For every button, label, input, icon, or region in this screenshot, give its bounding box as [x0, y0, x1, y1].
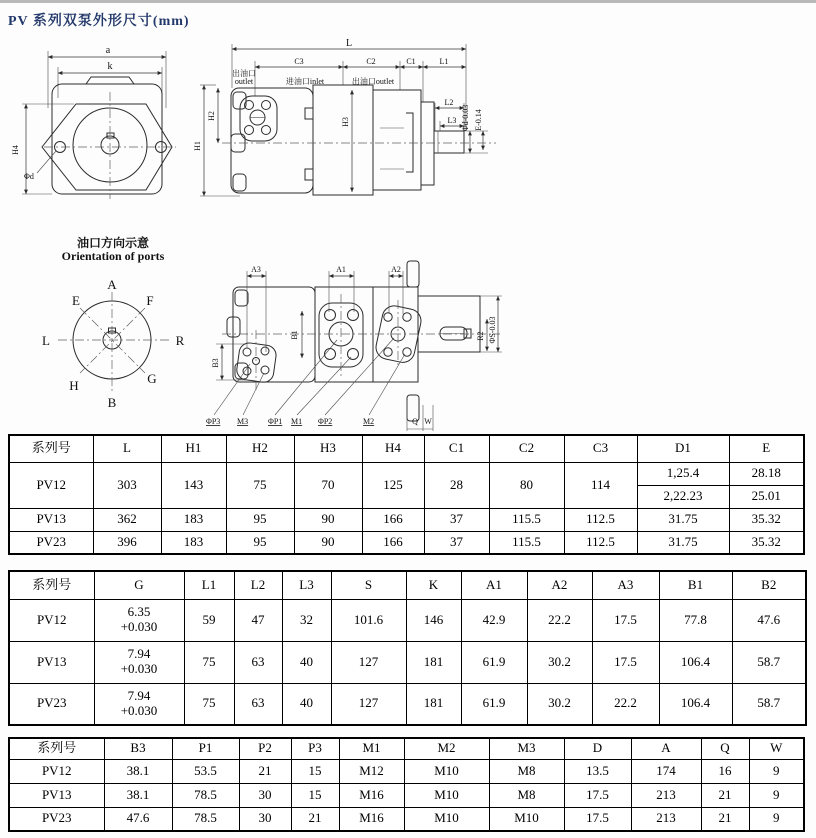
cell: 31.75	[637, 531, 729, 554]
dim-label-q: Q	[412, 417, 418, 426]
cell: 13.5	[564, 759, 631, 783]
dim-label-l2: L2	[444, 98, 454, 107]
cell: PV23	[9, 807, 104, 831]
dim-label-w: W	[424, 417, 432, 426]
dim-label-a: a	[105, 45, 111, 56]
cell: 106.4	[659, 641, 732, 683]
t3-col-p2: P2	[239, 738, 291, 759]
cell: 21	[701, 807, 749, 831]
cell: M12	[339, 759, 404, 783]
cell: 114	[564, 462, 637, 508]
dim-label-a2: A2	[391, 265, 401, 274]
t3-col-w: W	[749, 738, 804, 759]
cell: M16	[339, 807, 404, 831]
cell: 183	[161, 531, 226, 554]
t1-col-h4: H4	[362, 435, 424, 462]
cell: 30	[239, 807, 291, 831]
t2-col-g: G	[94, 571, 184, 599]
dim-label-l3: L3	[447, 116, 457, 125]
cell: PV13	[9, 641, 94, 683]
cell: M8	[489, 783, 564, 807]
cell: 17.5	[564, 783, 631, 807]
table1-header-row	[9, 435, 804, 462]
cell: 303	[93, 462, 161, 508]
front-view-drawing	[11, 45, 176, 199]
port-direction-e: E	[72, 293, 80, 308]
port-direction-g: G	[147, 371, 157, 386]
t1-col-series: 系列号	[9, 435, 93, 462]
cell: 21	[291, 807, 339, 831]
dim-label-shaft-tolerance: Φd-0.03	[461, 104, 470, 132]
cell: 17.5	[564, 807, 631, 831]
g-value: 6.35	[127, 604, 151, 620]
orientation-diagram	[42, 235, 185, 410]
cell: 90	[294, 531, 362, 554]
t2-col-k: K	[406, 571, 461, 599]
table-row-pv13	[9, 641, 806, 683]
dim-label-phid: Φd	[24, 172, 34, 181]
dimensions-table-1	[8, 434, 805, 555]
cell: 53.5	[172, 759, 239, 783]
t2-col-a2: A2	[527, 571, 592, 599]
dim-label-e-tolerance: E-0.14	[474, 109, 483, 131]
cell: 75	[226, 462, 294, 508]
cell: 37	[424, 508, 489, 531]
cell: 22.2	[527, 599, 592, 641]
dim-label-b3: B3	[211, 358, 220, 368]
port-label-phip3: ΦP3	[206, 417, 221, 426]
cell: 47.6	[732, 599, 806, 641]
t3-col-a: A	[631, 738, 701, 759]
cell: 112.5	[564, 531, 637, 554]
port-label-outlet-en: outlet	[234, 77, 254, 86]
cell: 95	[226, 531, 294, 554]
orientation-title-en: Orientation of ports	[61, 249, 165, 263]
g-tolerance: +0.030	[120, 702, 158, 718]
t1-col-c2: C2	[489, 435, 564, 462]
cell: 1,25.4	[637, 462, 729, 485]
port-label-phip1: ΦP1	[268, 417, 283, 426]
cell: PV23	[9, 531, 93, 554]
cell: 127	[331, 683, 406, 725]
dim-label-phis-tolerance: ΦS-0.03	[488, 316, 497, 344]
bottom-view-drawing	[206, 261, 502, 431]
cell: 58.7	[732, 641, 806, 683]
dimensions-table-3	[8, 737, 805, 832]
cell: M10	[489, 807, 564, 831]
technical-drawings	[0, 35, 816, 435]
cell: PV13	[9, 783, 104, 807]
t1-col-h2: H2	[226, 435, 294, 462]
cell: 75	[184, 683, 234, 725]
cell: 213	[631, 783, 701, 807]
dim-label-l1: L1	[439, 57, 449, 66]
t2-col-b1: B1	[659, 571, 732, 599]
dim-label-r2: R2	[476, 331, 485, 341]
cell: 21	[701, 783, 749, 807]
table2-header-row	[9, 571, 806, 599]
dim-label-c3: C3	[294, 57, 304, 66]
cell: 17.5	[592, 641, 659, 683]
cell: 181	[406, 641, 461, 683]
cell: PV12	[9, 462, 93, 508]
dim-label-a3: A3	[251, 265, 261, 274]
cell-g	[94, 641, 184, 683]
cell: PV12	[9, 759, 104, 783]
g-value: 7.94	[127, 687, 151, 703]
g-tolerance: +0.030	[120, 619, 158, 634]
cell: 35.32	[729, 531, 804, 554]
cell: 47	[234, 599, 282, 641]
cell: 35.32	[729, 508, 804, 531]
cell: 59	[184, 599, 234, 641]
dim-label-a1: A1	[336, 265, 346, 274]
t2-col-l3: L3	[282, 571, 331, 599]
cell: 396	[93, 531, 161, 554]
t3-col-p1: P1	[172, 738, 239, 759]
t3-col-d: D	[564, 738, 631, 759]
t1-col-e: E	[729, 435, 804, 462]
t1-col-d1: D1	[637, 435, 729, 462]
cell: M16	[339, 783, 404, 807]
t3-col-m3: M3	[489, 738, 564, 759]
orientation-title-zh: 油口方向示意	[76, 236, 150, 250]
top-divider	[0, 0, 816, 3]
port-direction-l: L	[42, 333, 50, 348]
t1-col-h1: H1	[161, 435, 226, 462]
cell: M8	[489, 759, 564, 783]
dim-label-h1: H1	[193, 141, 202, 151]
t2-col-l2: L2	[234, 571, 282, 599]
dim-label-h4: H4	[11, 145, 20, 155]
cell: 9	[749, 783, 804, 807]
cell: 25.01	[729, 485, 804, 508]
cell: 63	[234, 683, 282, 725]
cell: 183	[161, 508, 226, 531]
page-title: PV 系列双泵外形尺寸(mm)	[8, 14, 190, 29]
table-row-pv23	[9, 531, 804, 554]
table-row-pv23	[9, 807, 804, 831]
t2-col-b2: B2	[732, 571, 806, 599]
table-row-pv12	[9, 759, 804, 783]
cell: 37	[424, 531, 489, 554]
t2-col-s: S	[331, 571, 406, 599]
cell: 115.5	[489, 531, 564, 554]
cell: 95	[226, 508, 294, 531]
port-label-outlet2: 出油口outlet	[351, 77, 395, 86]
cell: 63	[234, 641, 282, 683]
cell: 21	[239, 759, 291, 783]
cell: 61.9	[461, 683, 527, 725]
port-label-inlet: 进油口inlet	[285, 77, 325, 86]
cell: 30.2	[527, 641, 592, 683]
cell: 362	[93, 508, 161, 531]
cell: 174	[631, 759, 701, 783]
cell: 15	[291, 759, 339, 783]
cell: 115.5	[489, 508, 564, 531]
dim-label-h3: H3	[341, 117, 350, 127]
cell: 9	[749, 807, 804, 831]
port-label-phip2: ΦP2	[318, 417, 333, 426]
port-direction-h: H	[69, 378, 79, 393]
table-row-pv12	[9, 462, 804, 485]
port-direction-f: F	[146, 293, 154, 308]
dim-label-c2: C2	[366, 57, 376, 66]
cell: 146	[406, 599, 461, 641]
table3-header-row	[9, 738, 804, 759]
cell: 42.9	[461, 599, 527, 641]
dim-label-b1: B1	[290, 330, 299, 340]
cell: PV13	[9, 508, 93, 531]
t1-col-c1: C1	[424, 435, 489, 462]
t1-col-l: L	[93, 435, 161, 462]
cell: 28	[424, 462, 489, 508]
cell: 78.5	[172, 783, 239, 807]
port-direction-r: R	[175, 333, 185, 348]
cell: 2,22.23	[637, 485, 729, 508]
t2-col-a1: A1	[461, 571, 527, 599]
t3-col-b3: B3	[104, 738, 172, 759]
cell: 38.1	[104, 759, 172, 783]
cell: 15	[291, 783, 339, 807]
g-tolerance: +0.030	[120, 661, 158, 676]
cell: 61.9	[461, 641, 527, 683]
cell: 166	[362, 508, 424, 531]
cell-g	[94, 599, 184, 641]
t3-col-series: 系列号	[9, 738, 104, 759]
t2-col-l1: L1	[184, 571, 234, 599]
dimensions-table-2	[8, 570, 807, 726]
cell: 166	[362, 531, 424, 554]
cell-g	[94, 683, 184, 725]
port-label-m1: M1	[291, 417, 303, 426]
cell: 75	[184, 641, 234, 683]
cell: 77.8	[659, 599, 732, 641]
port-label-outlet-zh: 出油口	[232, 69, 256, 78]
cell: 106.4	[659, 683, 732, 725]
cell: 31.75	[637, 508, 729, 531]
cell: 143	[161, 462, 226, 508]
table-row-pv13	[9, 783, 804, 807]
cell: 40	[282, 683, 331, 725]
cell: 28.18	[729, 462, 804, 485]
t3-col-m2: M2	[404, 738, 489, 759]
cell: 47.6	[104, 807, 172, 831]
cell: 30	[239, 783, 291, 807]
cell: 9	[749, 759, 804, 783]
cell: 213	[631, 807, 701, 831]
t2-col-series: 系列号	[9, 571, 94, 599]
cell: 80	[489, 462, 564, 508]
cell: 17.5	[592, 599, 659, 641]
dim-label-h2: H2	[207, 111, 216, 121]
t3-col-m1: M1	[339, 738, 404, 759]
port-label-m2: M2	[363, 417, 375, 426]
t2-col-a3: A3	[592, 571, 659, 599]
dim-label-c1: C1	[406, 57, 416, 66]
cell: 125	[362, 462, 424, 508]
table-row-pv13	[9, 508, 804, 531]
table-row-pv23	[9, 683, 806, 725]
cell: 30.2	[527, 683, 592, 725]
port-direction-b: B	[107, 395, 117, 410]
cell: 70	[294, 462, 362, 508]
cell: 181	[406, 683, 461, 725]
t3-col-q: Q	[701, 738, 749, 759]
side-view-drawing	[193, 38, 496, 196]
cell: 112.5	[564, 508, 637, 531]
cell: M10	[404, 759, 489, 783]
t1-col-c3: C3	[564, 435, 637, 462]
cell: 127	[331, 641, 406, 683]
dim-label-l: L	[345, 38, 353, 49]
cell: PV12	[9, 599, 94, 641]
cell: 101.6	[331, 599, 406, 641]
port-label-m3: M3	[237, 417, 249, 426]
dim-label-k: k	[107, 61, 113, 72]
cell: PV23	[9, 683, 94, 725]
cell: 38.1	[104, 783, 172, 807]
cell: 16	[701, 759, 749, 783]
cell: 40	[282, 641, 331, 683]
cell: 58.7	[732, 683, 806, 725]
t1-col-h3: H3	[294, 435, 362, 462]
cell: 90	[294, 508, 362, 531]
g-value: 7.94	[127, 646, 151, 662]
port-direction-a: A	[107, 277, 117, 292]
cell: 32	[282, 599, 331, 641]
table-row-pv12	[9, 599, 806, 641]
cell: 22.2	[592, 683, 659, 725]
cell: M10	[404, 783, 489, 807]
cell: M10	[404, 807, 489, 831]
t3-col-p3: P3	[291, 738, 339, 759]
cell: 78.5	[172, 807, 239, 831]
